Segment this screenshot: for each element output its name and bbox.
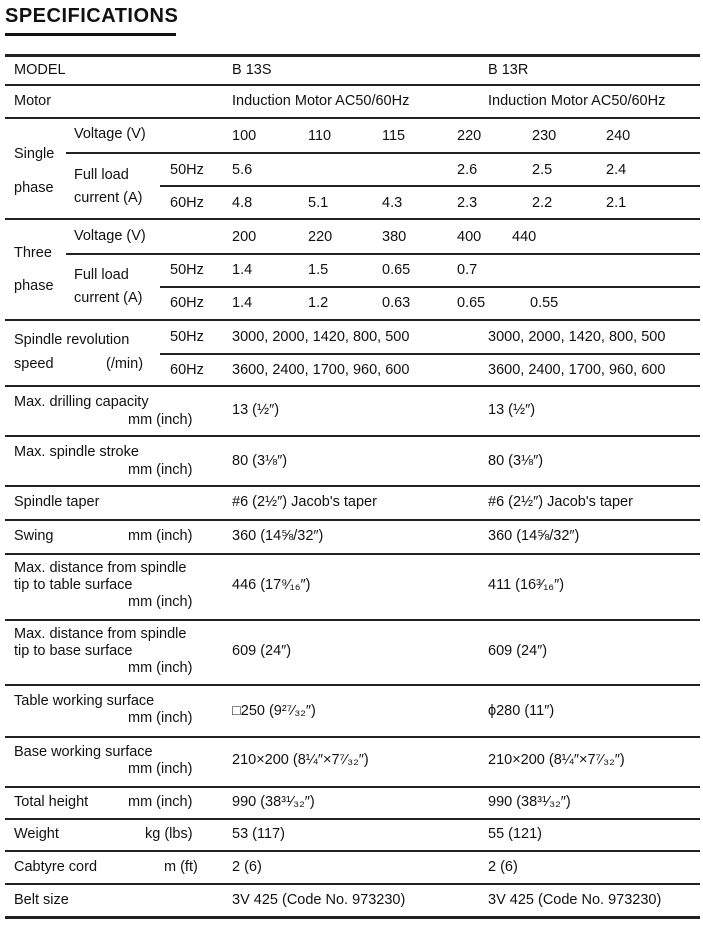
base-surface-label: Base working surface [14, 744, 153, 760]
single-phase-label: phase [14, 180, 54, 196]
spindle-taper-label: Spindle taper [14, 494, 100, 510]
single-voltage-label: Voltage (V) [74, 126, 146, 142]
spindle-speed-a-60: 3600, 2400, 1700, 960, 600 [232, 362, 410, 378]
single-current-60-value: 2.2 [532, 195, 553, 211]
three-current-label: current (A) [74, 290, 143, 306]
row-rule [66, 253, 700, 255]
weight-label: Weight [14, 826, 59, 842]
single-current-60-value: 4.8 [232, 195, 253, 211]
table-surface-label: Table working surface [14, 693, 155, 709]
three-current-50-value: 0.7 [457, 262, 478, 278]
row-rule [5, 684, 700, 686]
table-top-rule [5, 54, 700, 57]
row-rule [5, 485, 700, 487]
base-surface-unit: mm (inch) [128, 761, 193, 777]
title-underline [5, 33, 176, 36]
row-rule [5, 883, 700, 885]
spindle-stroke-label: Max. spindle stroke [14, 444, 139, 460]
row-rule [5, 850, 700, 852]
table-surface-b: ϕ280 (11″) [488, 703, 555, 719]
three-current-50-value: 0.65 [382, 262, 411, 278]
three-voltage-value: 200 [232, 229, 257, 245]
row-rule [160, 353, 700, 355]
row-rule [160, 185, 700, 187]
single-50hz-label: 50Hz [170, 162, 204, 178]
single-voltage-value: 220 [457, 128, 482, 144]
swing-unit: mm (inch) [128, 528, 193, 544]
total-height-b: 990 (38³¹⁄₃₂″) [488, 794, 571, 810]
row-rule [5, 619, 700, 621]
single-voltage-value: 230 [532, 128, 557, 144]
cord-unit: m (ft) [164, 859, 198, 875]
row-rule [5, 786, 700, 788]
cord-a: 2 (6) [232, 859, 262, 875]
swing-label: Swing [14, 528, 54, 544]
drilling-capacity-b: 13 (½″) [488, 402, 536, 418]
dist-base-unit: mm (inch) [128, 660, 193, 676]
row-rule [5, 736, 700, 738]
single-voltage-value: 110 [308, 128, 332, 144]
three-voltage-value: 400 [457, 229, 482, 245]
table-bottom-rule [5, 916, 700, 919]
row-rule [5, 519, 700, 521]
model-b: B 13R [488, 62, 529, 78]
spindle-stroke-unit: mm (inch) [128, 462, 193, 478]
dist-base-label: tip to base surface [14, 643, 133, 659]
spindle-stroke-b: 80 (3⅛″) [488, 453, 544, 469]
single-current-60-value: 5.1 [308, 195, 329, 211]
cord-label: Cabtyre cord [14, 859, 98, 875]
dist-table-label: tip to table surface [14, 577, 133, 593]
spindle-speed-a-50: 3000, 2000, 1420, 800, 500 [232, 329, 410, 345]
spindle-speed-b-60: 3600, 2400, 1700, 960, 600 [488, 362, 666, 378]
single-current-50-value: 5.6 [232, 162, 253, 178]
spindle-stroke-a: 80 (3⅛″) [232, 453, 288, 469]
table-surface-unit: mm (inch) [128, 710, 193, 726]
weight-b: 55 (121) [488, 826, 543, 842]
single-voltage-value: 240 [606, 128, 631, 144]
base-surface-b: 210×200 (8¼″×7⁷⁄₃₂″) [488, 752, 625, 768]
dist-base-b: 609 (24″) [488, 643, 548, 659]
weight-unit: kg (lbs) [145, 826, 193, 842]
spindle-60hz-label: 60Hz [170, 362, 204, 378]
spindle-taper-a: #6 (2½″) Jacob's taper [232, 494, 377, 510]
motor-b: Induction Motor AC50/60Hz [488, 93, 666, 109]
three-voltage-value: 380 [382, 229, 407, 245]
drilling-capacity-unit: mm (inch) [128, 412, 193, 428]
three-voltage-value: 220 [308, 229, 333, 245]
total-height-label: Total height [14, 794, 89, 810]
belt-a: 3V 425 (Code No. 973230) [232, 892, 406, 908]
motor-a: Induction Motor AC50/60Hz [232, 93, 410, 109]
row-rule [66, 152, 700, 154]
dist-base-a: 609 (24″) [232, 643, 292, 659]
total-height-unit: mm (inch) [128, 794, 193, 810]
spindle-50hz-label: 50Hz [170, 329, 204, 345]
three-current-label: Full load [74, 267, 129, 283]
row-rule [5, 319, 700, 321]
belt-b: 3V 425 (Code No. 973230) [488, 892, 662, 908]
drilling-capacity-label: Max. drilling capacity [14, 394, 149, 410]
single-current-label: current (A) [74, 190, 143, 206]
model-label: MODEL [14, 62, 66, 78]
belt-label: Belt size [14, 892, 69, 908]
spindle-speed-label: Spindle revolution [14, 332, 130, 348]
three-phase-label: Three [14, 245, 52, 261]
spindle-speed-b-50: 3000, 2000, 1420, 800, 500 [488, 329, 666, 345]
total-height-a: 990 (38³¹⁄₃₂″) [232, 794, 315, 810]
single-current-50-value: 2.5 [532, 162, 553, 178]
motor-label: Motor [14, 93, 52, 109]
three-current-50-value: 1.4 [232, 262, 253, 278]
table-surface-a: □250 (9²⁷⁄₃₂″) [232, 703, 316, 719]
three-current-60-value: 1.2 [308, 295, 329, 311]
row-rule [5, 553, 700, 555]
row-rule [5, 818, 700, 820]
three-current-60-value: 1.4 [232, 295, 253, 311]
row-rule [5, 218, 700, 220]
single-phase-label: Single [14, 146, 55, 162]
three-60hz-label: 60Hz [170, 295, 204, 311]
swing-a: 360 (14⅝/32″) [232, 528, 324, 544]
three-50hz-label: 50Hz [170, 262, 204, 278]
single-current-60-value: 2.1 [606, 195, 627, 211]
swing-b: 360 (14⅝/32″) [488, 528, 580, 544]
single-current-label: Full load [74, 167, 129, 183]
single-current-60-value: 4.3 [382, 195, 403, 211]
single-voltage-value: 115 [382, 128, 406, 144]
row-rule [5, 435, 700, 437]
drilling-capacity-a: 13 (½″) [232, 402, 280, 418]
three-current-60-value: 0.63 [382, 295, 411, 311]
dist-table-label: Max. distance from spindle [14, 560, 187, 576]
spindle-speed-unit: (/min) [106, 356, 144, 372]
three-current-60-value: 0.65 [457, 295, 486, 311]
single-current-60-value: 2.3 [457, 195, 478, 211]
single-60hz-label: 60Hz [170, 195, 204, 211]
page-title: SPECIFICATIONS [5, 5, 179, 27]
three-voltage-value: 440 [512, 229, 537, 245]
single-current-50-value: 2.6 [457, 162, 478, 178]
cord-b: 2 (6) [488, 859, 518, 875]
row-rule [5, 84, 700, 86]
single-voltage-value: 100 [232, 128, 257, 144]
row-rule [5, 385, 700, 387]
spindle-speed-label: speed [14, 356, 54, 372]
three-current-50-value: 1.5 [308, 262, 329, 278]
dist-table-unit: mm (inch) [128, 594, 193, 610]
dist-table-a: 446 (17⁹⁄₁₆″) [232, 577, 311, 593]
spindle-taper-b: #6 (2½″) Jacob's taper [488, 494, 633, 510]
dist-base-label: Max. distance from spindle [14, 626, 187, 642]
model-a: B 13S [232, 62, 272, 78]
three-current-60-value: 0.55 [530, 295, 559, 311]
row-rule [160, 286, 700, 288]
three-phase-label: phase [14, 278, 54, 294]
row-rule [5, 117, 700, 119]
weight-a: 53 (117) [232, 826, 285, 842]
dist-table-b: 411 (16³⁄₁₆″) [488, 577, 565, 593]
three-voltage-label: Voltage (V) [74, 228, 146, 244]
base-surface-a: 210×200 (8¼″×7⁷⁄₃₂″) [232, 752, 369, 768]
single-current-50-value: 2.4 [606, 162, 627, 178]
